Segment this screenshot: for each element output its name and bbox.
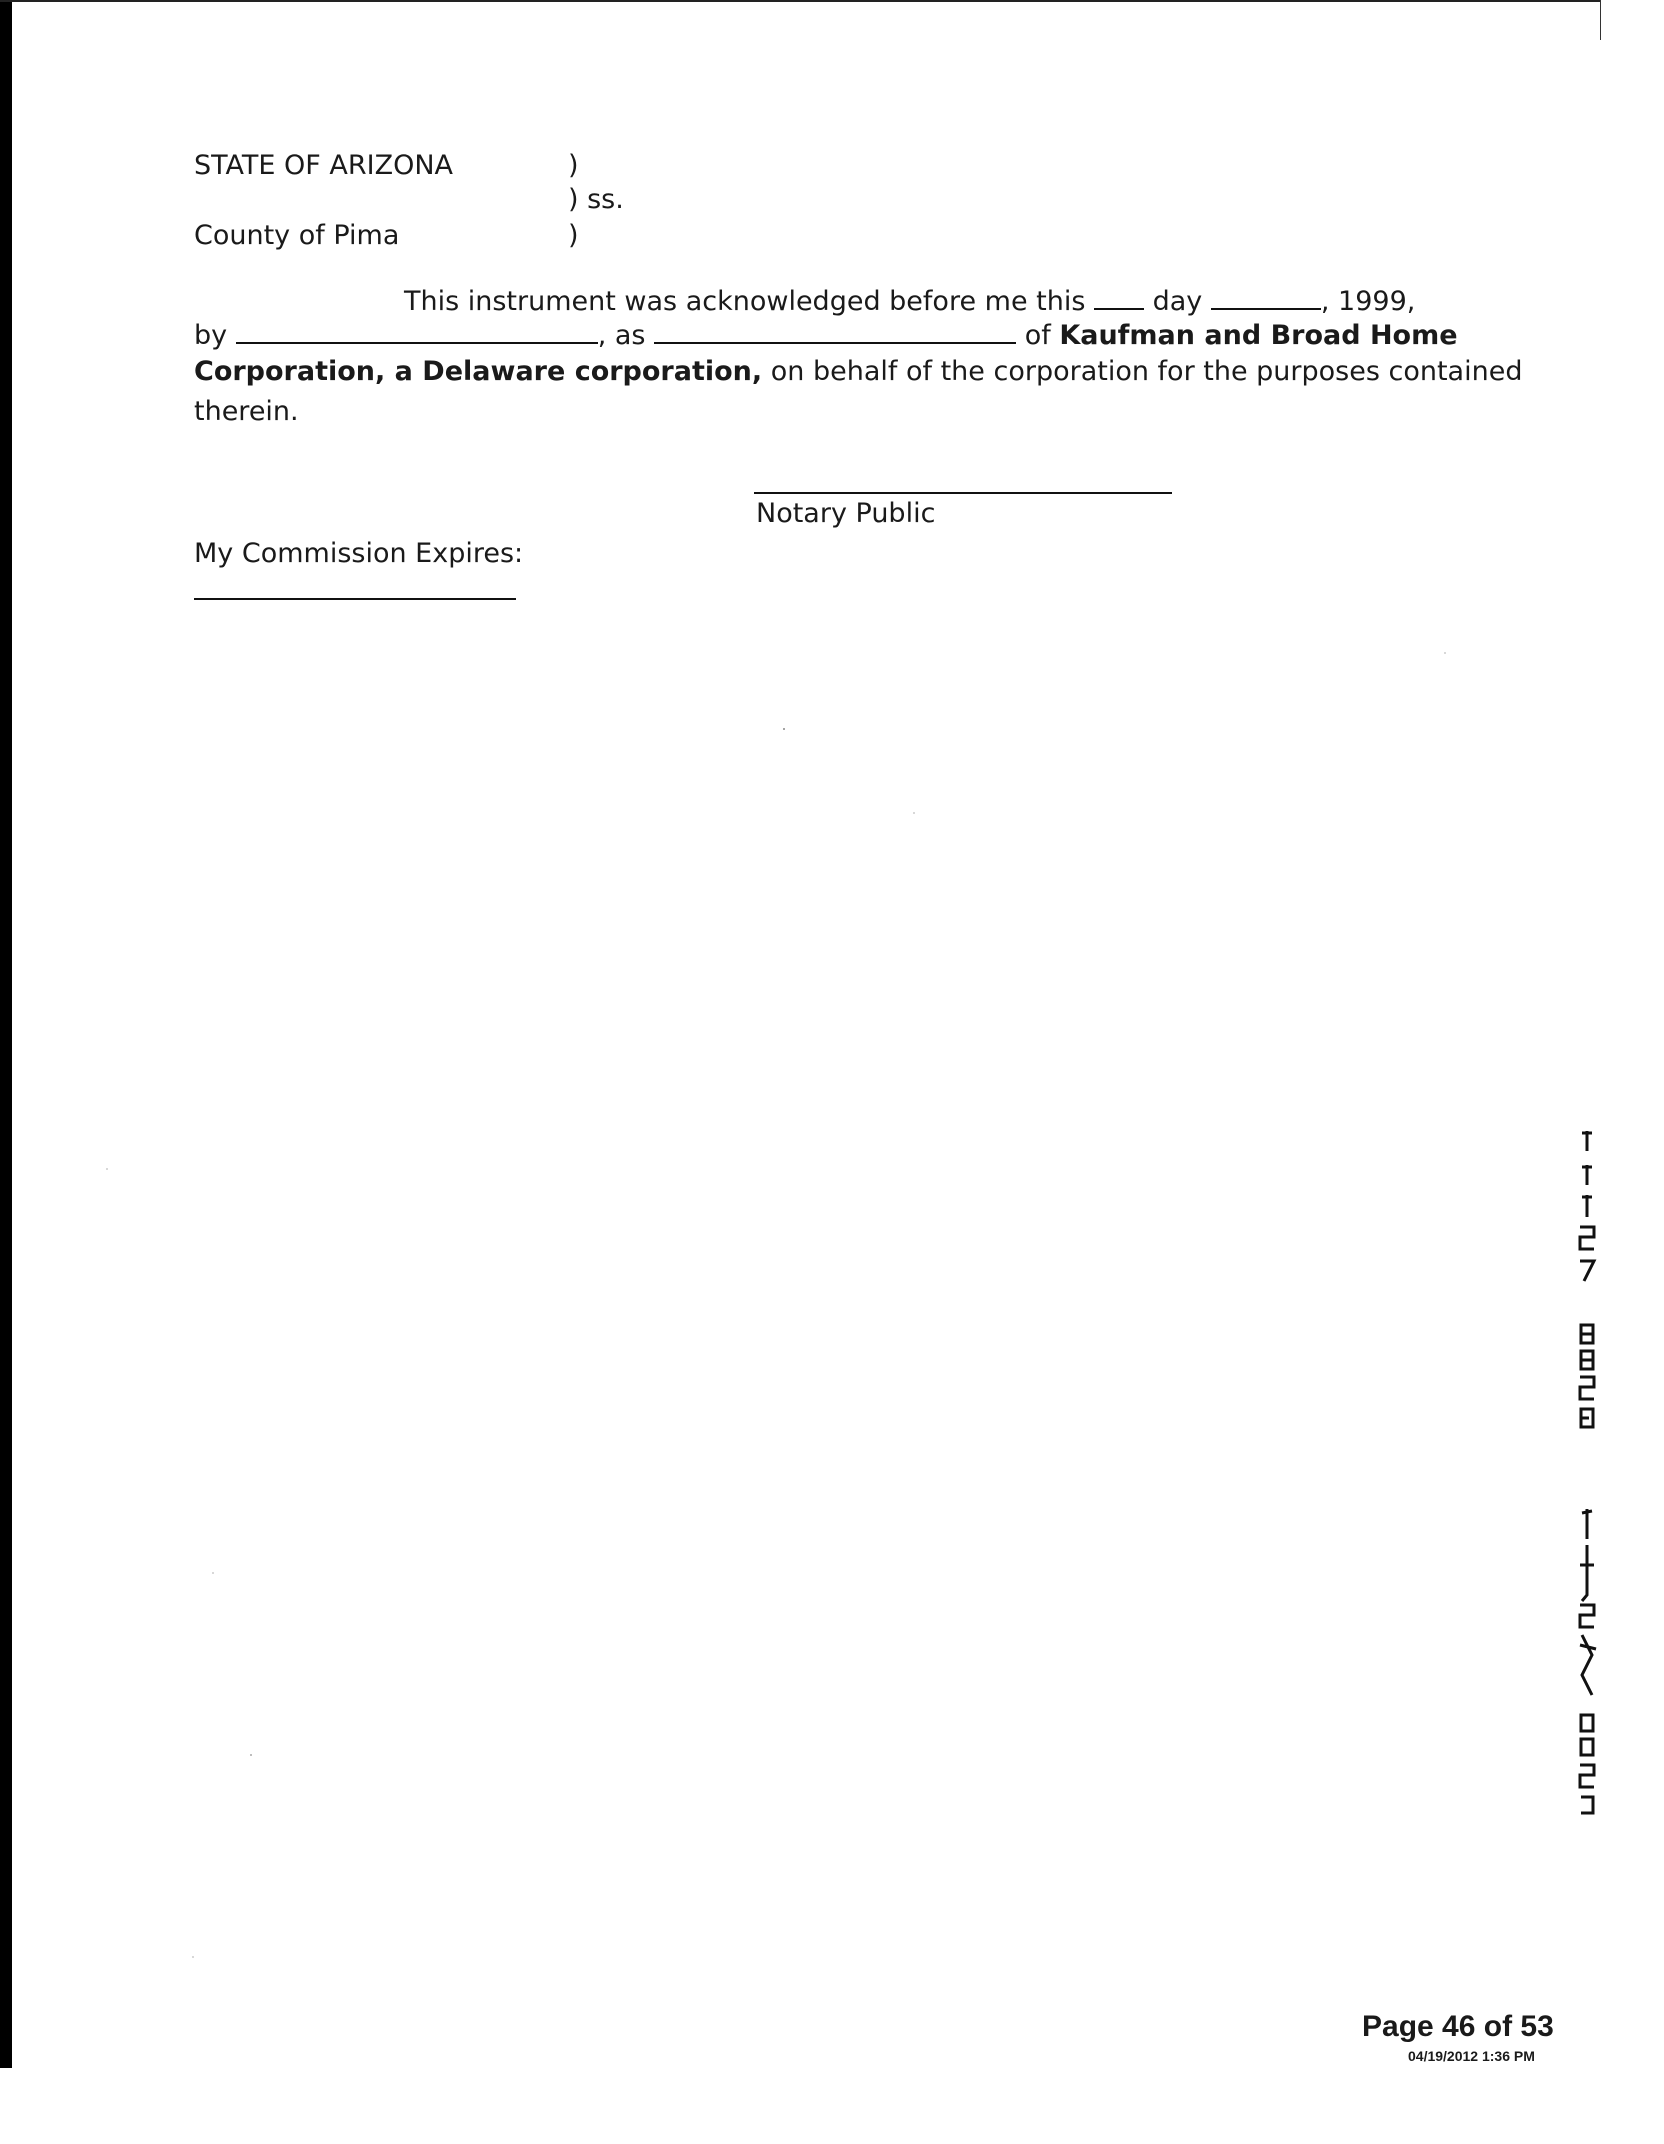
notary-public-label: Notary Public: [756, 498, 936, 529]
notary-signature-line: [754, 492, 1172, 494]
ack-line-3: [194, 356, 1522, 388]
scan-speck: [106, 1168, 108, 1170]
commission-expires-label: My Commission Expires:: [194, 538, 524, 569]
ack-line-2: [194, 320, 1458, 352]
recording-stamp-graphic: [1574, 1125, 1600, 1825]
ack-as-text: , as: [597, 320, 646, 351]
scan-speck: [913, 812, 915, 814]
signer-title-blank: [654, 320, 1016, 344]
company-name-part2: Corporation, a Delaware corporation,: [194, 356, 763, 387]
ack-year-text: , 1999,: [1320, 286, 1416, 317]
scan-top-border: [0, 0, 1600, 2]
commission-date-line: [194, 598, 516, 600]
ack-line-4: therein.: [194, 396, 299, 427]
day-blank: [1094, 286, 1144, 310]
venue-ss: ) ss.: [568, 184, 624, 215]
scan-left-border: [0, 0, 12, 2068]
scan-right-mark: [1600, 0, 1601, 40]
ack-day-text: day: [1152, 286, 1203, 317]
month-blank: [1211, 286, 1321, 310]
scan-speck: [783, 728, 785, 730]
scan-speck: [250, 1754, 252, 1756]
scan-speck: [212, 1572, 214, 1574]
ack-line-1: [404, 286, 1415, 318]
ack-intro-text: This instrument was acknowledged before me this: [404, 286, 1086, 317]
venue-paren-bottom: ): [568, 220, 579, 251]
ack-purpose-text: on behalf of the corporation for the purposes contained: [770, 356, 1523, 387]
scan-speck: [1444, 652, 1446, 654]
venue-paren-top: ): [568, 150, 579, 181]
county-label: County of Pima: [194, 220, 400, 251]
ack-of-text: of: [1024, 320, 1051, 351]
ack-by-text: by: [194, 320, 228, 351]
signer-name-blank: [236, 320, 598, 344]
scan-speck: [192, 1956, 194, 1958]
state-heading: STATE OF ARIZONA: [194, 150, 454, 181]
company-name-part1: Kaufman and Broad Home: [1059, 320, 1458, 351]
page-number: Page 46 of 53: [1362, 2010, 1554, 2043]
print-timestamp: 04/19/2012 1:36 PM: [1408, 2048, 1535, 2064]
